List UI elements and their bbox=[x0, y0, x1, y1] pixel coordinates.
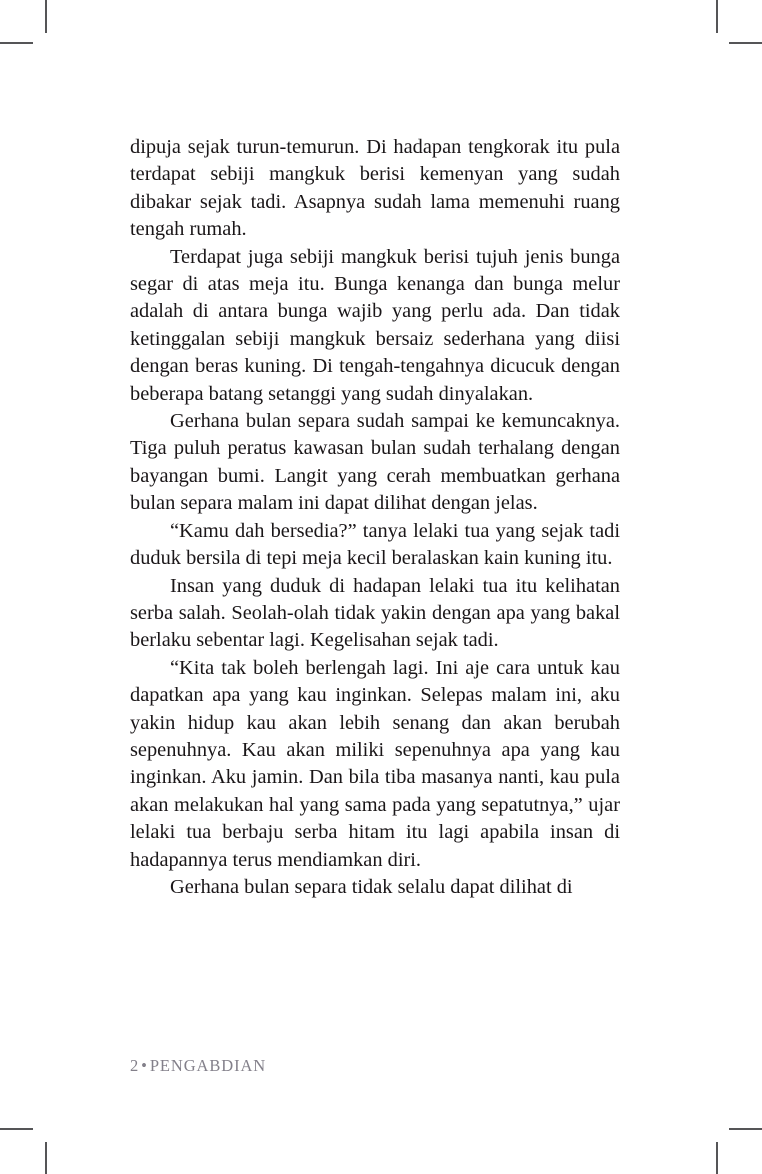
body-paragraph: dipuja sejak turun-temurun. Di hadapan tengkorak itu pula terdapat sebiji mangkuk berisi kemenyan yang sudah dibakar sejak tadi. Asapnya sudah lama memenuhi ruang tengah rumah. bbox=[130, 136, 620, 241]
page-number: 2 bbox=[130, 1056, 140, 1075]
body-paragraph: Gerhana bulan separa sudah sampai ke kemuncaknya. Tiga puluh peratus kawasan bulan sudah terhalang dengan bayangan bumi. Langit yang cerah membuatkan gerhana bulan separa malam ini dapat dilihat dengan jelas. bbox=[130, 410, 620, 515]
body-paragraph: Insan yang duduk di hadapan lelaki tua itu kelihatan serba salah. Seolah-olah tidak yakin dengan apa yang bakal berlaku sebentar lagi. Kegelisahan sejak tadi. bbox=[130, 574, 620, 652]
crop-mark-bottom-right-vertical bbox=[716, 1142, 718, 1174]
crop-mark-top-right-horizontal bbox=[729, 42, 762, 44]
crop-mark-bottom-right-horizontal bbox=[729, 1128, 762, 1130]
crop-mark-top-left-vertical bbox=[45, 0, 47, 33]
crop-mark-bottom-left-horizontal bbox=[0, 1128, 33, 1130]
footer-separator-dot: • bbox=[141, 1056, 148, 1075]
crop-mark-bottom-left-vertical bbox=[45, 1142, 47, 1174]
body-paragraph: Terdapat juga sebiji mangkuk berisi tujuh jenis bunga segar di atas meja itu. Bunga kenanga dan bunga melur adalah di antara bunga wajib yang perlu ada. Dan tidak ketinggalan sebiji mangkuk bersaiz sederhana yang diisi dengan beras kuning. Di tengah-tengahnya dicucuk dengan beberapa batang setanggi yang sudah dinyalakan. bbox=[130, 245, 620, 405]
crop-mark-top-left-horizontal bbox=[0, 42, 33, 44]
footer-book-title: PENGABDIAN bbox=[149, 1056, 267, 1075]
page-footer bbox=[130, 1056, 266, 1076]
body-text-column bbox=[130, 134, 620, 901]
body-paragraph: “Kamu dah bersedia?” tanya lelaki tua yang sejak tadi duduk bersila di tepi meja kecil beralaskan kain kuning itu. bbox=[130, 519, 620, 570]
body-paragraph: “Kita tak boleh berlengah lagi. Ini aje cara untuk kau dapatkan apa yang kau inginkan. Selepas malam ini, aku yakin hidup kau akan lebih senang dan akan berubah sepenuhnya. Kau akan miliki sepenuhnya apa yang kau inginkan. Aku jamin. Dan bila tiba masanya nanti, kau pula akan melakukan hal yang sama pada yang sepatutnya,” ujar lelaki tua berbaju serba hitam itu lagi apabila insan di hadapannya terus mendiamkan diri. bbox=[130, 656, 620, 871]
crop-mark-top-right-vertical bbox=[716, 0, 718, 33]
body-paragraph: Gerhana bulan separa tidak selalu dapat dilihat di bbox=[170, 875, 573, 898]
